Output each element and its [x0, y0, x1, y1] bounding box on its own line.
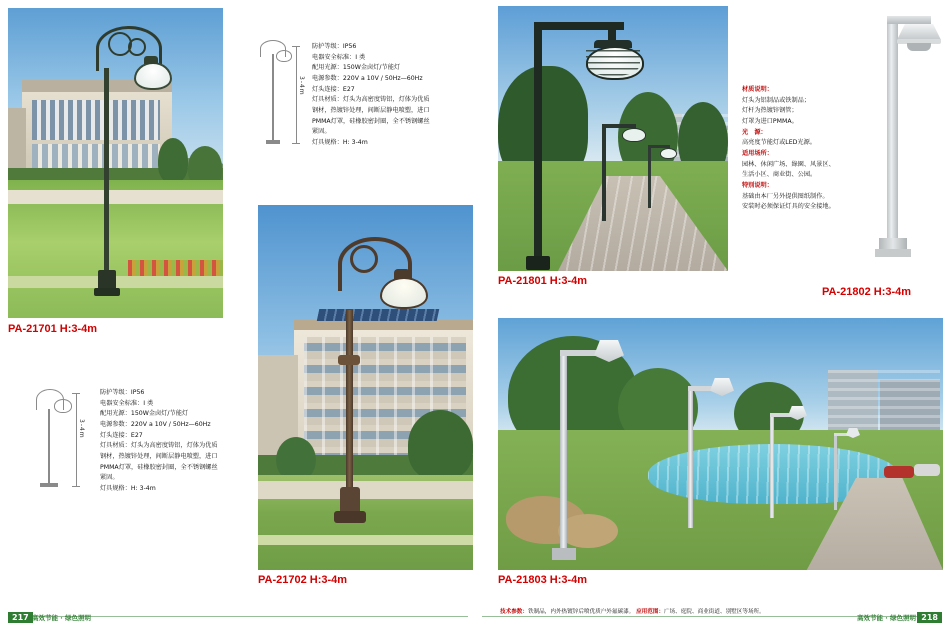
spec-line: 钢材，热镀锌处理，间断层静电喷塑，进口: [100, 452, 218, 460]
spec-line: 高亮度节能灯或LED光源。: [742, 139, 816, 147]
product-photo-pa-21801: [498, 6, 728, 271]
spec-line: 生活小区、商业街、公园。: [742, 171, 817, 179]
bottom-note-use-value: 广场、庭院、商业街道、别墅区等场所。: [664, 609, 765, 615]
dim-label-1: 3-4m: [298, 76, 305, 96]
bottom-note-tech-value: 铁制品，内外热镀锌后喷优质户外氟碳漆。: [527, 609, 635, 615]
product-code-pa-21802: PA-21802 H:3-4m: [822, 286, 912, 298]
footer-text-right: 高效节能 · 绿色照明: [857, 614, 916, 622]
product-photo-pa-21802: [845, 6, 943, 271]
spec-line: 灯头为铝制品或铁制品；: [742, 96, 811, 104]
spec-block-1: [312, 42, 462, 149]
schematic-pa-21701: [252, 40, 305, 145]
dim-label-2: 3-4m: [78, 419, 85, 439]
product-code-pa-21801: PA-21801 H:3-4m: [498, 275, 588, 287]
spec-line: 灯头连接：E27: [100, 431, 143, 439]
spec-line: 电源参数：220V a 10V / 50Hz—60Hz: [100, 420, 211, 428]
spec-line: 防护等级：IP56: [312, 43, 357, 50]
spec-heading: 材质说明：: [742, 86, 773, 93]
spec-block-2: [100, 388, 250, 495]
product-code-pa-21702: PA-21702 H:3-4m: [258, 574, 348, 586]
product-photo-pa-21803: [498, 318, 943, 570]
bottom-note-tech-label: 技术参数：: [500, 609, 528, 615]
schematic-pa-21702: [20, 385, 85, 495]
spec-line: 灯具规格：H: 3-4m: [100, 484, 156, 492]
spec-line: 钢材，热镀锌处理，间断层静电喷塑，进口: [312, 106, 430, 114]
spec-line: 灯罩为进口PMMA。: [742, 117, 798, 125]
bottom-note: [500, 607, 830, 616]
spec-line: PMMA灯罩，硅橡胶密封圈，全不锈钢螺丝: [312, 117, 430, 125]
spec-line: 灯具材质：灯头为高密度铸铝，灯体为优质: [100, 442, 218, 450]
page-number-left: 217: [8, 612, 33, 623]
spec-line: 基础由本厂另外提供图纸制作。: [742, 192, 829, 200]
spec-line: 配用光源：150W金卤灯/节能灯: [312, 64, 401, 72]
spec-line: 灯具材质：灯头为高密度铸铝，灯体为优质: [312, 96, 430, 104]
page-number-right: 218: [917, 612, 942, 623]
spec-line: 灯头连接：E27: [312, 85, 355, 93]
spec-line: 紧固。: [312, 128, 331, 136]
spec-line: 紧固。: [100, 474, 119, 482]
spec-line: 灯杆为热镀锌钢管；: [742, 107, 798, 115]
product-code-pa-21803: PA-21803 H:3-4m: [498, 574, 588, 586]
spec-heading: 特别说明：: [742, 181, 773, 189]
product-photo-pa-21701: [8, 8, 223, 318]
product-photo-pa-21702: [258, 205, 473, 570]
spec-line: PMMA灯罩，硅橡胶密封圈，全不锈钢螺丝: [100, 463, 218, 471]
spec-heading: 光 源：: [742, 128, 767, 136]
spec-line: 园林、休闲广场、綠園、风景区、: [742, 160, 835, 168]
spec-heading: 适用场所：: [742, 149, 773, 157]
spec-line: 电器安全标准：I 类: [312, 53, 366, 61]
spec-line: 配用光源：150W金卤灯/节能灯: [100, 410, 189, 418]
spec-line: 安装时必须保证灯具的安全接地。: [742, 203, 835, 211]
product-code-pa-21701: PA-21701 H:3-4m: [8, 323, 98, 335]
spec-line: 防护等级：IP56: [100, 389, 145, 396]
bottom-note-use-label: 应用范围：: [636, 609, 665, 615]
spec-line: 电源参数：220V a 10V / 50Hz—60Hz: [312, 74, 423, 82]
footer-text-left: 高效节能 · 绿色照明: [32, 614, 91, 622]
spec-line: 灯具规格：H: 3-4m: [312, 138, 368, 146]
spec-line: 电器安全标准：I 类: [100, 399, 154, 407]
